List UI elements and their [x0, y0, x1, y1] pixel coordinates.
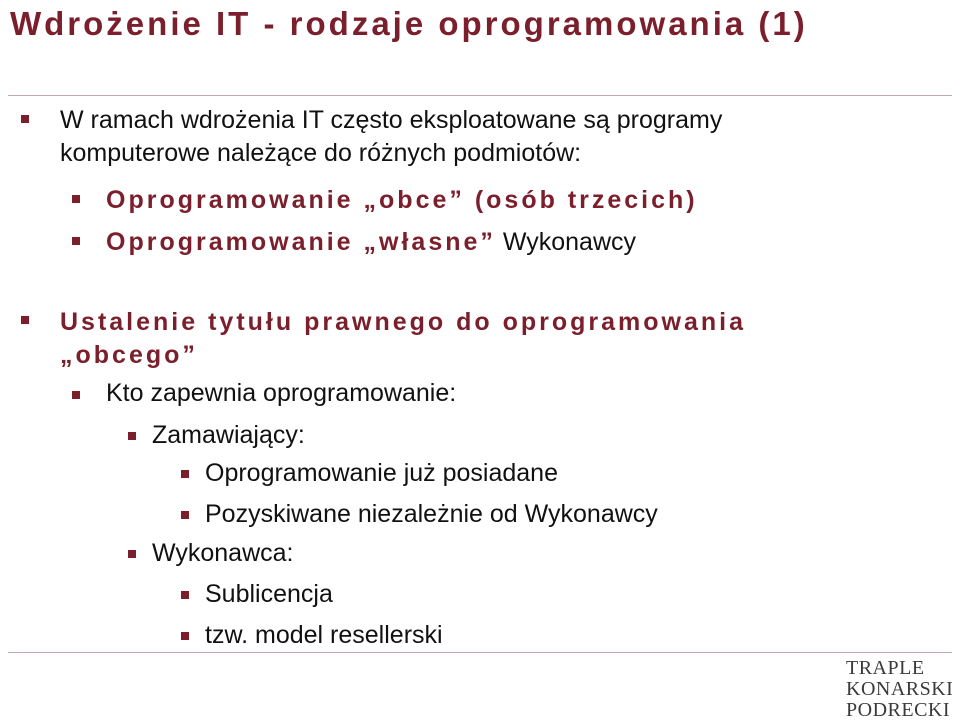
wykonawca-reseller: tzw. model resellerski	[205, 621, 443, 649]
bullet-marker	[21, 316, 29, 324]
bullet-marker	[21, 115, 29, 123]
bullet-marker	[128, 432, 136, 440]
kto-zapewnia: Kto zapewnia oprogramowanie:	[106, 379, 457, 407]
logo-line-3: PODRECKI	[846, 699, 951, 721]
bullet-marker	[181, 511, 189, 519]
logo-line-1: TRAPLE	[846, 657, 925, 679]
sub-item-wlasne	[106, 226, 806, 259]
bullet-marker	[72, 237, 80, 245]
bullet-marker	[181, 470, 189, 478]
intro-text: W ramach wdrożenia IT często eksploatowane są programy komputerowe należące do różnych podmiotów:	[60, 106, 723, 167]
bullet-marker	[181, 591, 189, 599]
zamawiajacy-niezaleznie: Pozyskiwane niezależnie od Wykonawcy	[205, 500, 658, 528]
bullet-marker	[128, 550, 136, 558]
bullet-marker	[72, 195, 80, 203]
wykonawca: Wykonawca:	[152, 539, 294, 567]
zamawiajacy-posiadane: Oprogramowanie już posiadane	[205, 459, 558, 487]
logo-line-2: KONARSKI	[846, 678, 954, 700]
sub-item-wlasne-rest: Wykonawcy	[495, 228, 637, 256]
sub-item-wlasne-emphasis: Oprogramowanie „własne”	[106, 228, 496, 256]
zamawiajacy: Zamawiający:	[152, 421, 305, 449]
firm-logo	[846, 658, 956, 721]
sub-item-obce: Oprogramowanie „obce” (osób trzecich)	[106, 186, 698, 214]
bullet-marker	[72, 391, 80, 399]
section-ustalenie: Ustalenie tytułu prawnego do oprogramowania „obcego”	[60, 308, 747, 369]
slide-title: Wdrożenie IT - rodzaje oprogramowania (1)	[10, 5, 808, 42]
top-divider	[8, 95, 952, 96]
bottom-divider	[8, 652, 952, 653]
wykonawca-sublicencja: Sublicencja	[205, 580, 333, 608]
bullet-marker	[181, 632, 189, 640]
